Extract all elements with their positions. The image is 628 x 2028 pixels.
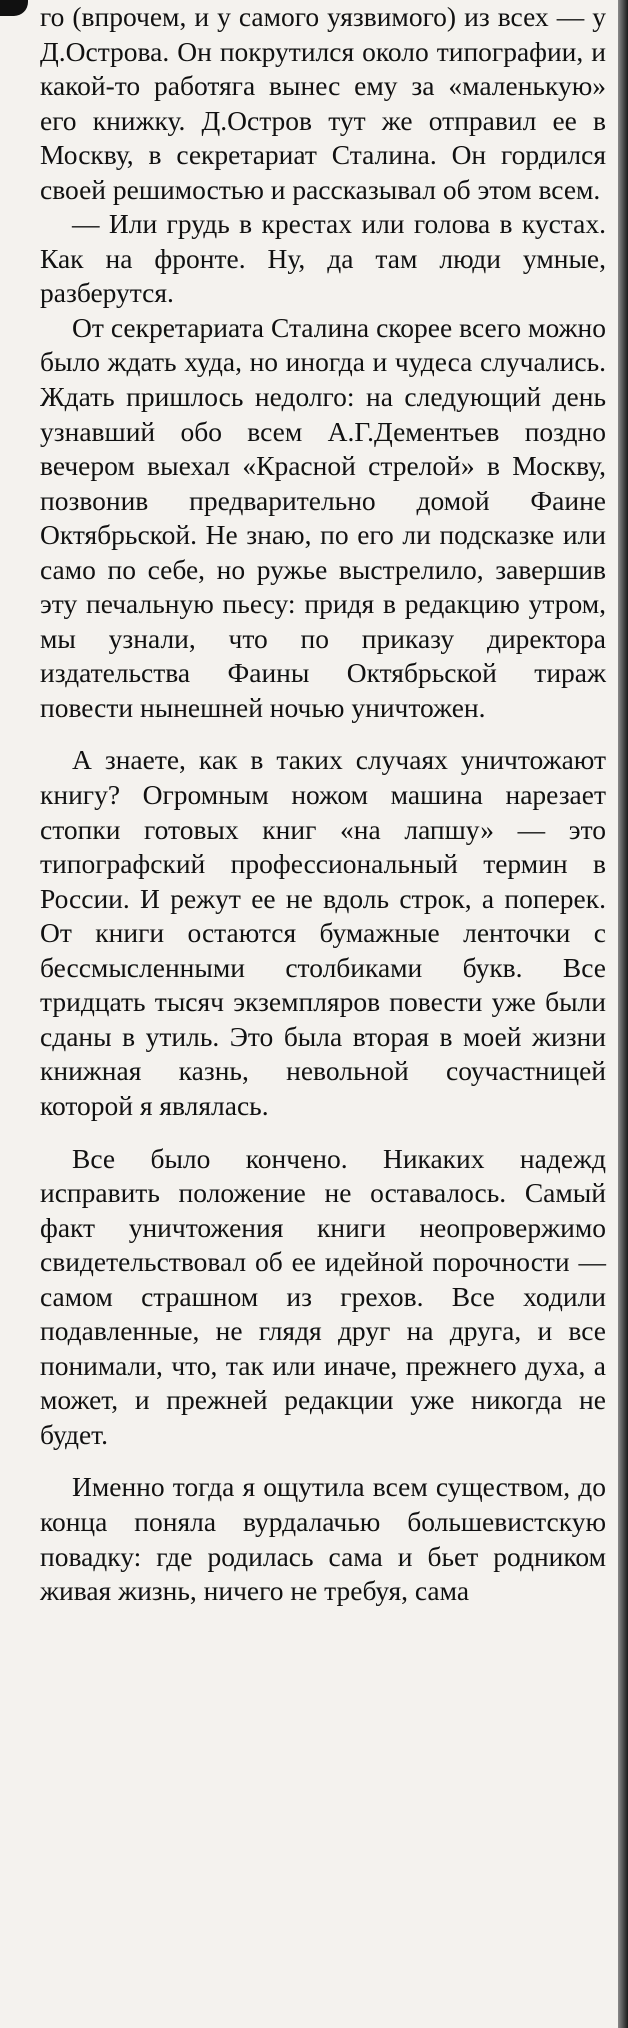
paragraph-book-destruction: А знаете, как в таких случаях уничтожают книгу? Огромным ножом машина нарезает стопки готовых книг «на лапшу» — это типографский профессиональный термин в России. И режут ее не вдоль строк, а поперек. От книги остаются бумажные ленточки с бессмысленными столбиками букв. Все тридцать тысяч экземпляров повести уже были сданы в утиль. Это была вторая в моей жизни книжная казнь, невольной соучастницей которой я являлась. bbox=[40, 744, 606, 1121]
paragraph-all-over: Все было кончено. Никаких надежд исправить положение не оставалось. Самый факт уничтожения книги неопровержимо свидетельствовал об ее идейной порочности — самом страшном из грехов. Все ходили подавленные, не глядя друг на друга, и все понимали, что, так или иначе, прежнего духа, а может, и прежней редакции уже никогда не будет. bbox=[40, 1142, 606, 1450]
paragraph-quote: — Или грудь в крестах или голова в кустах. Как на фронте. Ну, да там люди умные, разберутся. bbox=[40, 208, 606, 309]
text-column bbox=[40, 0, 606, 1609]
scan-edge-shadow bbox=[618, 0, 628, 2028]
paragraph-continuation: го (впрочем, и у самого уязвимого) из всех — у Д.Острова. Он покрутился около типографии, и какой-то работяга вынес ему за «маленькую» его книжку. Д.Остров тут же отправил ее в Москву, в секретариат Сталина. Он гордился своей решимостью и рассказывал об этом всем. bbox=[40, 1, 606, 205]
paragraph-secretariat: От секретариата Сталина скорее всего можно было ждать худа, но иногда и чудеса случались. Ждать пришлось недолго: на следующий день узнавший обо всем А.Г.Дементьев поздно вечером выехал «Красной стрелой» в Москву, позвонив предварительно домой Фаине Октябрьской. Не знаю, по его ли подсказке или само по себе, но ружье выстрелило, завершив эту печальную пьесу: придя в редакцию утром, мы узнали, что по приказу директора издательства Фаины Октябрьской тираж повести нынешней ночью уничтожен. bbox=[40, 311, 606, 723]
scan-corner-smudge bbox=[0, 0, 28, 16]
paragraph-realization: Именно тогда я ощутила всем существом, до конца поняла вурдалачью большевистскую повадку: где родилась сама и бьет родником живая жизнь, ничего не требуя, сама bbox=[40, 1471, 606, 1607]
